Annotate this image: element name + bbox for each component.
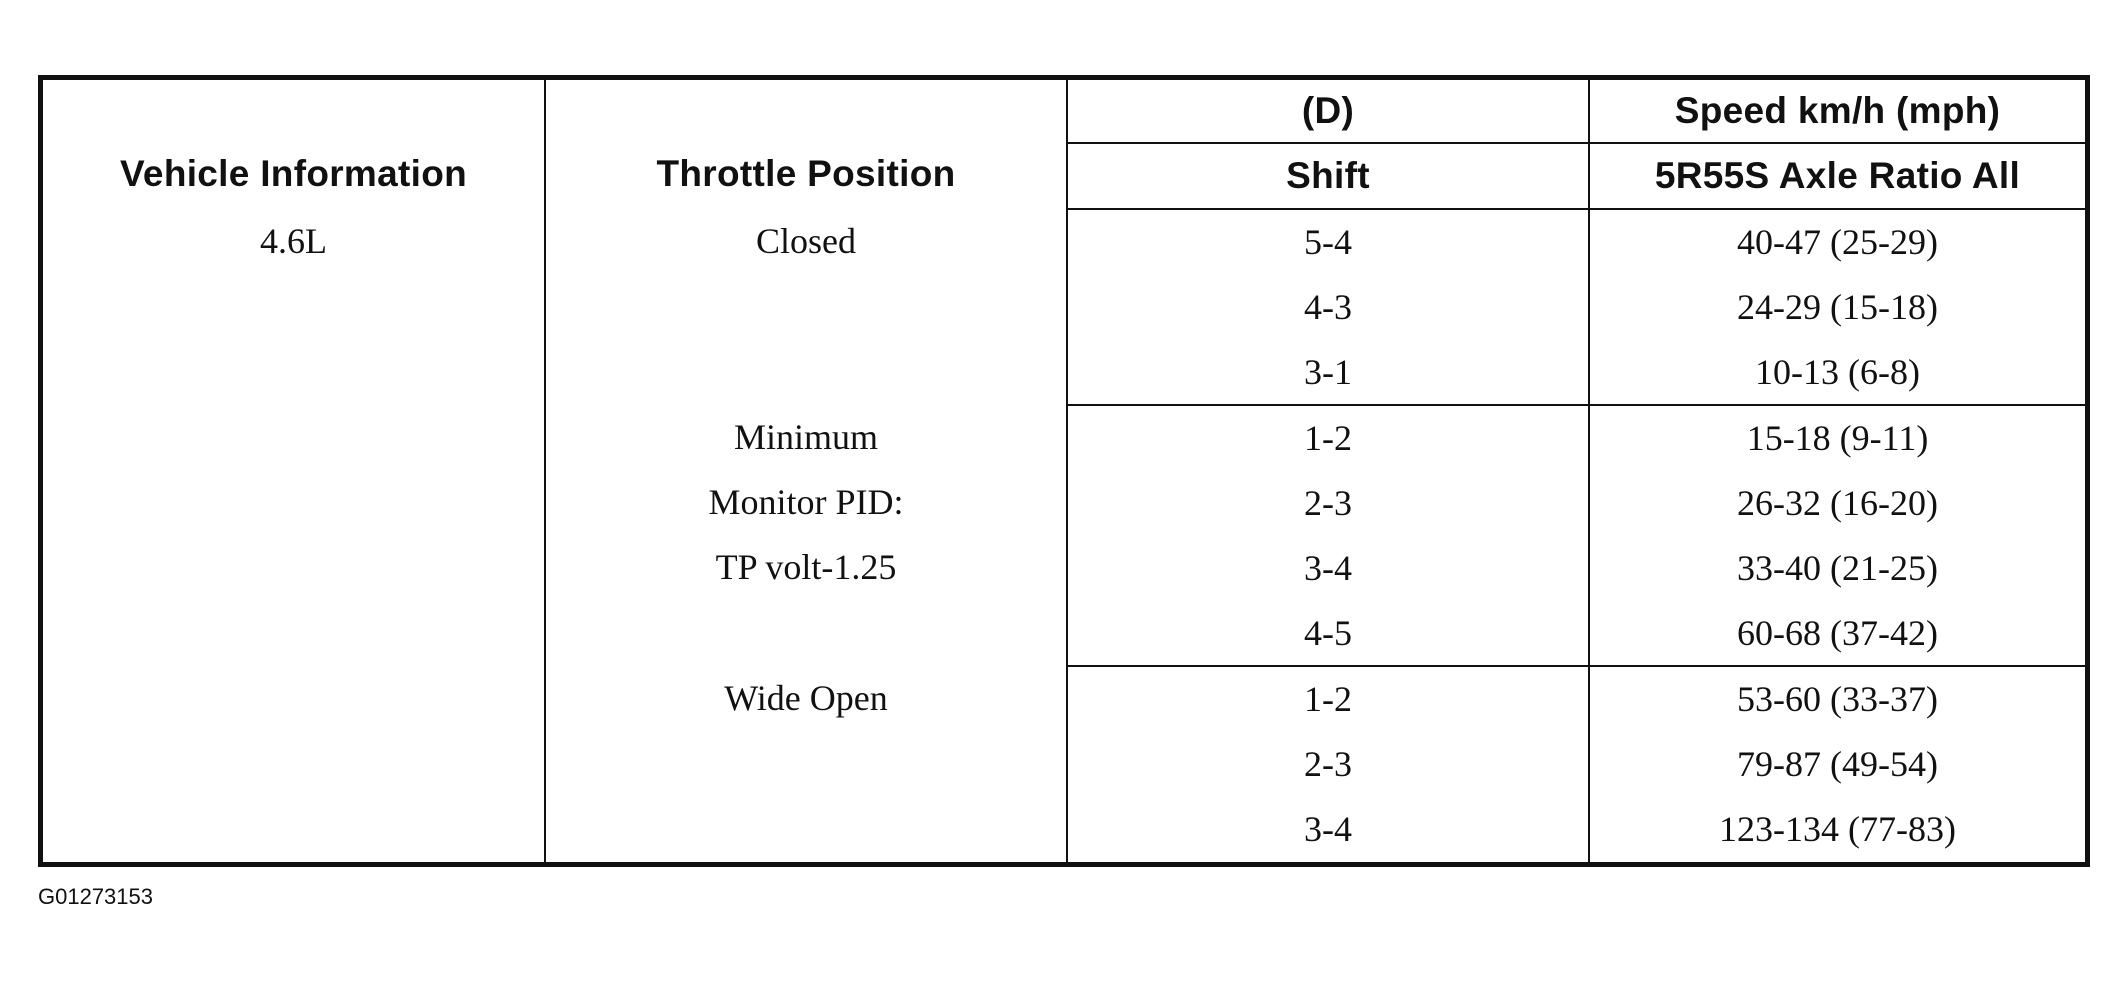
table-row [43, 209, 2085, 274]
table-row [43, 666, 2085, 731]
shift-cell: 3-1 [1067, 340, 1589, 405]
shift-speed-table-frame [38, 75, 2090, 867]
shift-cell: 2-3 [1067, 470, 1589, 535]
throttle-position-cell [545, 666, 1067, 862]
speed-cell: 26-32 (16-20) [1737, 482, 1938, 523]
header-speed: Speed km/h (mph) [1589, 80, 2085, 143]
header-vehicle-information: Vehicle Information [43, 80, 545, 209]
throttle-position-line: Wide Open [724, 678, 888, 719]
speed-cell: 15-18 (9-11) [1746, 418, 1929, 459]
speed-cell: 53-60 (33-37) [1737, 679, 1938, 720]
shift-cell: 5-4 [1067, 209, 1589, 274]
throttle-position-line: Monitor PID: [708, 481, 904, 522]
speed-cell: 79-87 (49-54) [1737, 744, 1938, 785]
header-d-label: (D) [1067, 80, 1589, 143]
header-throttle-position: Throttle Position [545, 80, 1067, 209]
shift-cell: 1-2 [1067, 405, 1589, 470]
header-axle-ratio: 5R55S Axle Ratio All [1589, 143, 2085, 209]
shift-cell: 2-3 [1067, 731, 1589, 796]
vehicle-cell [43, 666, 545, 862]
throttle-position-cell [545, 209, 1067, 405]
speed-cell: 10-13 (6-8) [1589, 340, 2085, 405]
speed-cell: 24-29 (15-18) [1737, 286, 1938, 327]
shift-cell: 1-2 [1067, 666, 1589, 731]
vehicle-cell: 4.6L [43, 209, 545, 405]
shift-cell: 4-5 [1067, 601, 1589, 666]
figure-id: G01273153 [38, 884, 153, 909]
shift-cell: 4-3 [1067, 274, 1589, 339]
throttle-position-line: Minimum [733, 416, 879, 457]
shift-cell: 3-4 [1067, 797, 1589, 862]
speed-cell: 60-68 (37-42) [1589, 601, 2085, 666]
throttle-position-line: TP volt-1.25 [715, 546, 897, 587]
speed-cell: 123-134 (77-83) [1719, 809, 1956, 850]
throttle-position-line: Closed [755, 221, 856, 261]
table-row [43, 405, 2085, 470]
speed-cell: 40-47 (25-29) [1737, 222, 1938, 263]
header-row-top [43, 80, 2085, 143]
table-body [43, 209, 2085, 862]
shift-speed-table [43, 80, 2085, 862]
speed-cell: 33-40 (21-25) [1737, 548, 1938, 589]
vehicle-cell [43, 405, 545, 666]
header-shift: Shift [1067, 143, 1589, 209]
shift-cell: 3-4 [1067, 535, 1589, 600]
throttle-position-cell [545, 405, 1067, 666]
